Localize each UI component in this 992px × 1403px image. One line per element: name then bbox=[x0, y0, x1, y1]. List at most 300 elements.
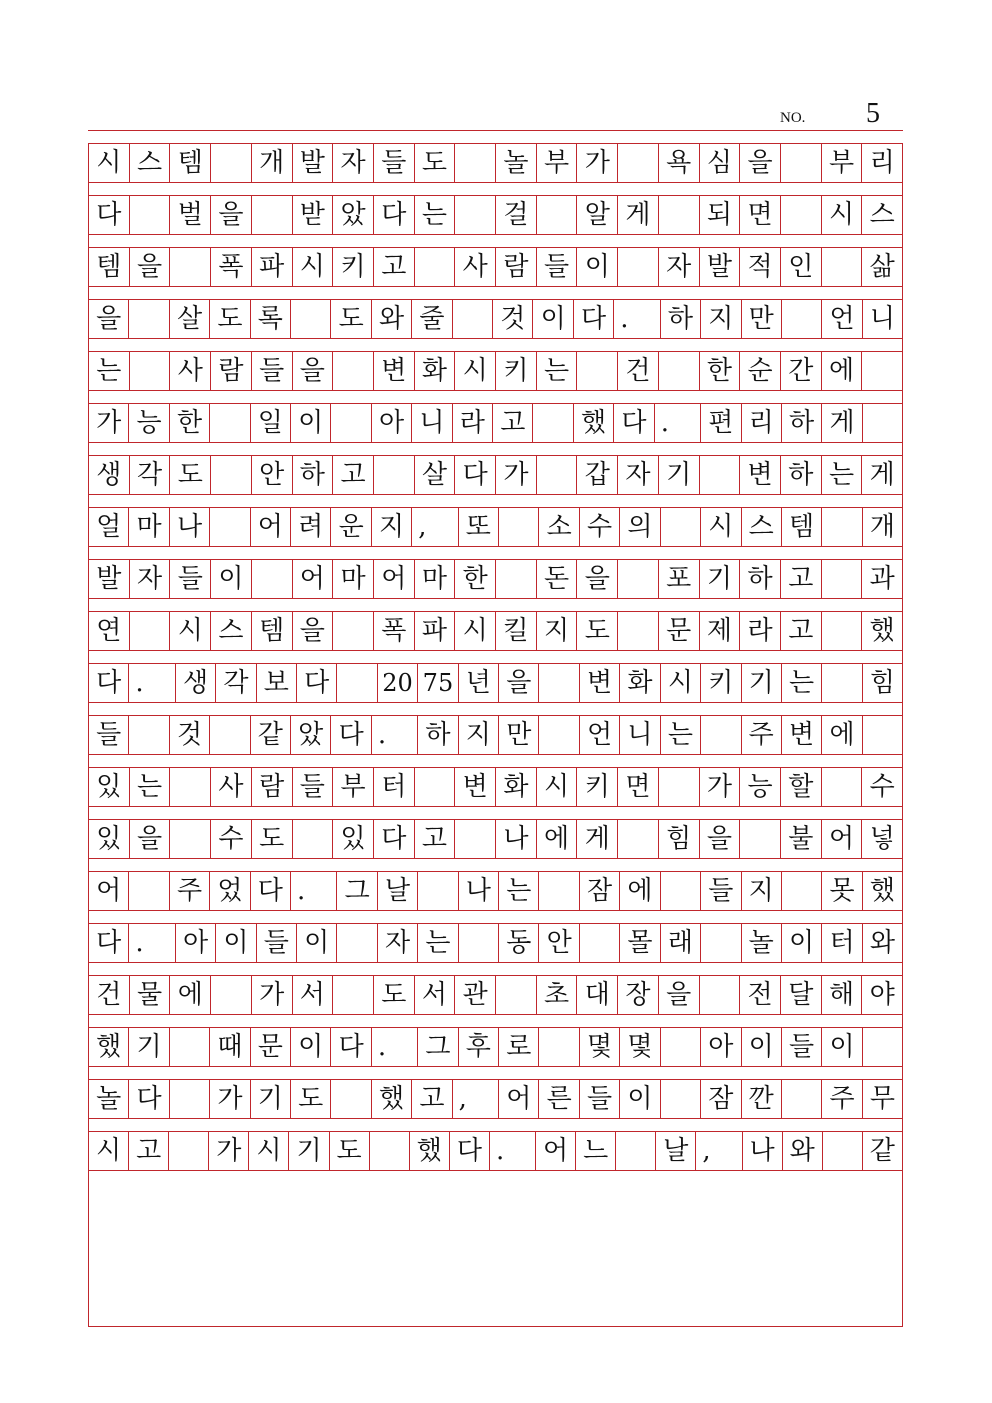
manuscript-row bbox=[88, 767, 903, 807]
manuscript-cell: 주 bbox=[741, 716, 781, 754]
manuscript-cell: 는 bbox=[129, 768, 170, 806]
manuscript-cell: 포 bbox=[658, 560, 699, 598]
manuscript-cell: 변 bbox=[739, 456, 780, 494]
manuscript-cell: 고 bbox=[411, 1080, 451, 1118]
manuscript-cell: 니 bbox=[411, 404, 451, 442]
manuscript-cell: 간 bbox=[780, 352, 821, 390]
manuscript-cell: 키 bbox=[332, 248, 373, 286]
manuscript-cell: 75 bbox=[417, 664, 457, 702]
manuscript-cell: 려 bbox=[290, 508, 330, 546]
manuscript-cell bbox=[168, 1132, 208, 1170]
manuscript-cell: 화 bbox=[619, 664, 659, 702]
manuscript-cell bbox=[414, 248, 455, 286]
manuscript-cell: 만 bbox=[741, 300, 781, 338]
manuscript-cell bbox=[821, 768, 862, 806]
manuscript-cell: 가 bbox=[699, 768, 740, 806]
manuscript-cell: 파 bbox=[414, 612, 455, 650]
manuscript-cell: 년 bbox=[458, 664, 498, 702]
manuscript-cell: 을 bbox=[699, 820, 740, 858]
manuscript-row bbox=[88, 143, 903, 183]
manuscript-cell bbox=[336, 664, 376, 702]
manuscript-cell: 불 bbox=[780, 820, 821, 858]
manuscript-cell: 스 bbox=[129, 144, 170, 182]
manuscript-cell: 가 bbox=[209, 1080, 249, 1118]
manuscript-cell: 부 bbox=[332, 768, 373, 806]
manuscript-cell: 돈 bbox=[536, 560, 577, 598]
manuscript-cell: 놀 bbox=[88, 1080, 128, 1118]
manuscript-cell: 기 bbox=[288, 1132, 328, 1170]
manuscript-cell: 에 bbox=[536, 820, 577, 858]
manuscript-cell: 도 bbox=[576, 612, 617, 650]
manuscript-cell bbox=[290, 300, 330, 338]
manuscript-cell: 이 bbox=[210, 560, 251, 598]
manuscript-cell: 어 bbox=[88, 872, 128, 910]
manuscript-cell: 고 bbox=[414, 820, 455, 858]
manuscript-cell: 면 bbox=[617, 768, 658, 806]
manuscript-cell bbox=[862, 404, 903, 442]
manuscript-cell: 것 bbox=[169, 716, 209, 754]
manuscript-cell: 도 bbox=[329, 1132, 369, 1170]
manuscript-cell: 몰 bbox=[619, 924, 659, 962]
manuscript-cell: 어 bbox=[498, 1080, 538, 1118]
manuscript-cell: 게 bbox=[576, 820, 617, 858]
manuscript-cell: 있 bbox=[88, 768, 129, 806]
manuscript-cell: 들 bbox=[536, 248, 577, 286]
manuscript-cell bbox=[617, 820, 658, 858]
manuscript-cell: 니 bbox=[619, 716, 659, 754]
manuscript-cell: 후 bbox=[458, 1028, 498, 1066]
manuscript-cell: 지 bbox=[536, 612, 577, 650]
manuscript-cell bbox=[129, 352, 170, 390]
manuscript-cell: 고 bbox=[332, 456, 373, 494]
manuscript-cell bbox=[292, 820, 333, 858]
manuscript-cell: 람 bbox=[251, 768, 292, 806]
manuscript-cell bbox=[336, 924, 376, 962]
manuscript-cell: 도 bbox=[330, 300, 370, 338]
manuscript-cell bbox=[332, 352, 373, 390]
manuscript-cell: 몇 bbox=[619, 1028, 659, 1066]
manuscript-cell: 이 bbox=[619, 1080, 659, 1118]
manuscript-cell bbox=[369, 1132, 409, 1170]
manuscript-cell: 화 bbox=[414, 352, 455, 390]
manuscript-cell: 을 bbox=[739, 144, 780, 182]
manuscript-cell: 템 bbox=[169, 144, 210, 182]
manuscript-cell: 지 bbox=[741, 872, 781, 910]
manuscript-cell bbox=[452, 300, 492, 338]
manuscript-cell: 을 bbox=[658, 976, 699, 1014]
manuscript-cell: 면 bbox=[739, 196, 780, 234]
manuscript-cell bbox=[210, 976, 251, 1014]
manuscript-cell bbox=[821, 612, 862, 650]
manuscript-cell: 수 bbox=[861, 768, 903, 806]
manuscript-cell: 을 bbox=[576, 560, 617, 598]
manuscript-cell bbox=[128, 716, 168, 754]
manuscript-cell: 야 bbox=[861, 976, 903, 1014]
manuscript-cell bbox=[699, 456, 740, 494]
manuscript-cell: , bbox=[695, 1132, 741, 1170]
manuscript-cell bbox=[660, 508, 700, 546]
manuscript-cell bbox=[454, 196, 495, 234]
manuscript-cell: 자 bbox=[617, 456, 658, 494]
manuscript-cell: 했 bbox=[862, 872, 903, 910]
manuscript-cell: 무 bbox=[862, 1080, 903, 1118]
manuscript-cell: 시 bbox=[700, 508, 740, 546]
manuscript-cell: 언 bbox=[579, 716, 619, 754]
manuscript-cell: 놀 bbox=[741, 924, 781, 962]
manuscript-row bbox=[88, 1079, 903, 1119]
manuscript-cell: 다 bbox=[330, 1028, 370, 1066]
manuscript-cell: 기 bbox=[699, 560, 740, 598]
manuscript-cell bbox=[781, 872, 821, 910]
manuscript-cell bbox=[538, 716, 578, 754]
manuscript-cell: 이 bbox=[215, 924, 255, 962]
manuscript-cell: 을 bbox=[129, 820, 170, 858]
manuscript-cell: 고 bbox=[373, 248, 414, 286]
manuscript-cell: 도 bbox=[251, 820, 292, 858]
manuscript-cell: 킬 bbox=[495, 612, 536, 650]
manuscript-cell: 변 bbox=[579, 664, 619, 702]
manuscript-cell: . bbox=[489, 1132, 535, 1170]
manuscript-cell: 라 bbox=[452, 404, 492, 442]
manuscript-cell: 템 bbox=[251, 612, 292, 650]
manuscript-row bbox=[88, 1131, 903, 1171]
manuscript-cell: 관 bbox=[454, 976, 495, 1014]
manuscript-cell bbox=[699, 976, 740, 1014]
manuscript-cell bbox=[498, 508, 538, 546]
manuscript-cell: 에 bbox=[619, 872, 659, 910]
manuscript-cell: 나 bbox=[495, 820, 536, 858]
manuscript-cell: 한 bbox=[454, 560, 495, 598]
manuscript-cell: 다 bbox=[613, 404, 653, 442]
manuscript-cell: 편 bbox=[700, 404, 740, 442]
manuscript-cell: 자 bbox=[129, 560, 170, 598]
manuscript-cell bbox=[169, 1028, 209, 1066]
manuscript-cell: 고 bbox=[492, 404, 532, 442]
manuscript-cell: 과 bbox=[861, 560, 903, 598]
manuscript-cell bbox=[615, 1132, 655, 1170]
manuscript-cell: 고 bbox=[780, 612, 821, 650]
manuscript-cell: 아 bbox=[700, 1028, 740, 1066]
manuscript-cell bbox=[660, 1080, 700, 1118]
manuscript-cell: 아 bbox=[175, 924, 215, 962]
manuscript-cell: 달 bbox=[780, 976, 821, 1014]
manuscript-cell: 수 bbox=[579, 508, 619, 546]
manuscript-cell: 장 bbox=[617, 976, 658, 1014]
manuscript-cell: 대 bbox=[576, 976, 617, 1014]
manuscript-cell: 다 bbox=[250, 872, 290, 910]
manuscript-cell: 발 bbox=[292, 144, 333, 182]
manuscript-cell: 했 bbox=[371, 1080, 411, 1118]
manuscript-cell: 키 bbox=[495, 352, 536, 390]
manuscript-cell bbox=[821, 560, 862, 598]
manuscript-cell: 을 bbox=[498, 664, 538, 702]
manuscript-cell: 벌 bbox=[169, 196, 210, 234]
manuscript-cell: 을 bbox=[210, 196, 251, 234]
manuscript-cell: 스 bbox=[861, 196, 903, 234]
manuscript-cell: 다 bbox=[373, 820, 414, 858]
manuscript-cell: 느 bbox=[575, 1132, 615, 1170]
manuscript-cell: 가 bbox=[495, 456, 536, 494]
manuscript-cell: 폭 bbox=[210, 248, 251, 286]
manuscript-cell: 터 bbox=[821, 924, 861, 962]
manuscript-cell: 한 bbox=[699, 352, 740, 390]
manuscript-cell bbox=[660, 872, 700, 910]
manuscript-cell: 발 bbox=[699, 248, 740, 286]
manuscript-cell: 도 bbox=[373, 976, 414, 1014]
manuscript-cell: 었 bbox=[209, 872, 249, 910]
manuscript-cell bbox=[617, 612, 658, 650]
manuscript-cell: 받 bbox=[292, 196, 333, 234]
manuscript-cell: 지 bbox=[700, 300, 740, 338]
manuscript-cell bbox=[658, 196, 699, 234]
manuscript-cell: 는 bbox=[88, 352, 129, 390]
manuscript-cell: 하 bbox=[739, 560, 780, 598]
manuscript-cell: 하 bbox=[292, 456, 333, 494]
manuscript-cell: 니 bbox=[862, 300, 903, 338]
manuscript-cell: 는 bbox=[536, 352, 577, 390]
manuscript-cell: 생 bbox=[175, 664, 215, 702]
manuscript-cell bbox=[332, 612, 373, 650]
manuscript-cell: 제 bbox=[699, 612, 740, 650]
manuscript-cell bbox=[209, 404, 249, 442]
manuscript-cell: 스 bbox=[210, 612, 251, 650]
manuscript-cell: 들 bbox=[700, 872, 740, 910]
manuscript-cell: 자 bbox=[332, 144, 373, 182]
manuscript-cell: 들 bbox=[251, 352, 292, 390]
manuscript-cell: 사 bbox=[454, 248, 495, 286]
manuscript-row bbox=[88, 923, 903, 963]
manuscript-cell: 고 bbox=[128, 1132, 168, 1170]
manuscript-cell bbox=[700, 924, 740, 962]
manuscript-cell: 도 bbox=[169, 456, 210, 494]
manuscript-cell bbox=[417, 872, 457, 910]
manuscript-cell: 서 bbox=[414, 976, 455, 1014]
manuscript-cell: 문 bbox=[250, 1028, 290, 1066]
manuscript-cell: 이 bbox=[290, 404, 330, 442]
manuscript-cell: 넣 bbox=[861, 820, 903, 858]
manuscript-cell: 능 bbox=[739, 768, 780, 806]
manuscript-row bbox=[88, 715, 903, 755]
manuscript-cell: 있 bbox=[332, 820, 373, 858]
manuscript-cell: 못 bbox=[821, 872, 861, 910]
manuscript-cell: 게 bbox=[617, 196, 658, 234]
manuscript-cell: 시 bbox=[292, 248, 333, 286]
manuscript-row bbox=[88, 507, 903, 547]
manuscript-cell: 람 bbox=[210, 352, 251, 390]
manuscript-cell: 람 bbox=[495, 248, 536, 286]
manuscript-cell: 변 bbox=[373, 352, 414, 390]
manuscript-cell: 시 bbox=[454, 612, 495, 650]
manuscript-cell: 마 bbox=[414, 560, 455, 598]
manuscript-cell: 이 bbox=[781, 924, 821, 962]
manuscript-cell: 힘 bbox=[658, 820, 699, 858]
manuscript-cell: 부 bbox=[821, 144, 862, 182]
manuscript-cell: 와 bbox=[862, 924, 903, 962]
page-number: 5 bbox=[866, 98, 880, 129]
manuscript-cell: 사 bbox=[169, 352, 210, 390]
manuscript-cell: 삶 bbox=[861, 248, 903, 286]
manuscript-cell: 래 bbox=[660, 924, 700, 962]
manuscript-cell bbox=[617, 144, 658, 182]
manuscript-cell: 같 bbox=[862, 1132, 903, 1170]
manuscript-cell: 도 bbox=[414, 144, 455, 182]
manuscript-cell: 키 bbox=[576, 768, 617, 806]
manuscript-cell: 건 bbox=[88, 976, 129, 1014]
manuscript-cell bbox=[129, 612, 170, 650]
manuscript-cell: 했 bbox=[861, 612, 903, 650]
manuscript-cell: 언 bbox=[821, 300, 861, 338]
manuscript-cell: 시 bbox=[88, 144, 129, 182]
manuscript-cell: 사 bbox=[210, 768, 251, 806]
manuscript-cell bbox=[251, 560, 292, 598]
manuscript-cell bbox=[454, 144, 495, 182]
manuscript-cell: 았 bbox=[332, 196, 373, 234]
manuscript-cell: 일 bbox=[250, 404, 290, 442]
manuscript-cell: 했 bbox=[409, 1132, 449, 1170]
manuscript-cell: 의 bbox=[619, 508, 659, 546]
manuscript-cell: 게 bbox=[821, 404, 861, 442]
manuscript-cell: 는 bbox=[414, 196, 455, 234]
manuscript-cell: 하 bbox=[781, 404, 821, 442]
manuscript-cell: 힘 bbox=[862, 664, 903, 702]
manuscript-cell: 능 bbox=[128, 404, 168, 442]
manuscript-cell: 가 bbox=[88, 404, 128, 442]
manuscript-cell bbox=[780, 144, 821, 182]
manuscript-cell: 이 bbox=[821, 1028, 861, 1066]
manuscript-cell: 각 bbox=[215, 664, 255, 702]
manuscript-cell: 할 bbox=[780, 768, 821, 806]
manuscript-cell bbox=[700, 716, 740, 754]
manuscript-cell: 서 bbox=[292, 976, 333, 1014]
manuscript-cell bbox=[658, 768, 699, 806]
manuscript-cell bbox=[210, 456, 251, 494]
manuscript-cell: 들 bbox=[169, 560, 210, 598]
manuscript-cell: 시 bbox=[536, 768, 577, 806]
manuscript-cell: 다 bbox=[296, 664, 336, 702]
manuscript-cell: , bbox=[452, 1080, 498, 1118]
manuscript-cell: 파 bbox=[251, 248, 292, 286]
manuscript-cell: 있 bbox=[88, 820, 129, 858]
manuscript-cell: 초 bbox=[536, 976, 577, 1014]
manuscript-cell bbox=[538, 664, 578, 702]
manuscript-cell bbox=[739, 820, 780, 858]
manuscript-cell: 변 bbox=[781, 716, 821, 754]
manuscript-cell: . bbox=[128, 924, 174, 962]
manuscript-cell: 알 bbox=[576, 196, 617, 234]
manuscript-cell: 전 bbox=[739, 976, 780, 1014]
manuscript-cell: 로 bbox=[498, 1028, 538, 1066]
manuscript-row bbox=[88, 1027, 903, 1067]
manuscript-cell: 날 bbox=[377, 872, 417, 910]
manuscript-cell: 각 bbox=[129, 456, 170, 494]
manuscript-cell bbox=[332, 976, 373, 1014]
manuscript-cell: 는 bbox=[821, 456, 862, 494]
manuscript-cell bbox=[532, 404, 572, 442]
manuscript-cell: 인 bbox=[780, 248, 821, 286]
manuscript-cell: 어 bbox=[821, 820, 862, 858]
manuscript-cell: 지 bbox=[458, 716, 498, 754]
manuscript-cell: 을 bbox=[88, 300, 128, 338]
manuscript-cell: 을 bbox=[292, 612, 333, 650]
manuscript-cell: 어 bbox=[535, 1132, 575, 1170]
manuscript-cell bbox=[780, 196, 821, 234]
manuscript-cell bbox=[495, 560, 536, 598]
manuscript-cell: 록 bbox=[250, 300, 290, 338]
manuscript-cell: 발 bbox=[88, 560, 129, 598]
manuscript-cell bbox=[658, 352, 699, 390]
manuscript-cell: 운 bbox=[330, 508, 370, 546]
manuscript-cell: 이 bbox=[290, 1028, 330, 1066]
manuscript-cell: 자 bbox=[658, 248, 699, 286]
manuscript-cell: 욕 bbox=[658, 144, 699, 182]
manuscript-cell bbox=[169, 1080, 209, 1118]
manuscript-row bbox=[88, 351, 903, 391]
manuscript-cell: 시 bbox=[454, 352, 495, 390]
manuscript-cell: 어 bbox=[292, 560, 333, 598]
manuscript-cell: 안 bbox=[538, 924, 578, 962]
manuscript-cell: 개 bbox=[862, 508, 903, 546]
manuscript-row bbox=[88, 455, 903, 495]
manuscript-cell bbox=[330, 404, 370, 442]
manuscript-cell: 게 bbox=[861, 456, 903, 494]
manuscript-cell: 다 bbox=[88, 196, 129, 234]
manuscript-cell bbox=[822, 1132, 862, 1170]
manuscript-cell: 소 bbox=[538, 508, 578, 546]
manuscript-cell bbox=[536, 456, 577, 494]
manuscript-cell bbox=[495, 976, 536, 1014]
manuscript-row bbox=[88, 819, 903, 859]
manuscript-cell: 또 bbox=[458, 508, 498, 546]
manuscript-cell: 하 bbox=[660, 300, 700, 338]
manuscript-cell: 순 bbox=[739, 352, 780, 390]
manuscript-cell bbox=[458, 924, 498, 962]
manuscript-cell: 는 bbox=[417, 924, 457, 962]
manuscript-cell: 다 bbox=[454, 456, 495, 494]
manuscript-cell bbox=[821, 664, 861, 702]
manuscript-cell: 안 bbox=[251, 456, 292, 494]
manuscript-row bbox=[88, 403, 903, 443]
manuscript-cell: 템 bbox=[88, 248, 129, 286]
manuscript-cell: 는 bbox=[498, 872, 538, 910]
manuscript-cell: 가 bbox=[251, 976, 292, 1014]
manuscript-cell: 되 bbox=[699, 196, 740, 234]
manuscript-cell: 한 bbox=[169, 404, 209, 442]
manuscript-cell: 다 bbox=[88, 924, 128, 962]
manuscript-cell bbox=[536, 196, 577, 234]
manuscript-cell: 물 bbox=[129, 976, 170, 1014]
manuscript-cell: 다 bbox=[330, 716, 370, 754]
manuscript-cell bbox=[861, 352, 903, 390]
manuscript-cell: 갑 bbox=[576, 456, 617, 494]
manuscript-cell: 연 bbox=[88, 612, 129, 650]
manuscript-cell bbox=[169, 768, 210, 806]
manuscript-cell: 시 bbox=[88, 1132, 128, 1170]
manuscript-cell: 20 bbox=[377, 664, 417, 702]
manuscript-cell: 개 bbox=[251, 144, 292, 182]
manuscript-cell: 주 bbox=[169, 872, 209, 910]
manuscript-cell: 스 bbox=[741, 508, 781, 546]
manuscript-cell: 잠 bbox=[700, 1080, 740, 1118]
manuscript-cell: 놀 bbox=[495, 144, 536, 182]
manuscript-cell: . bbox=[371, 716, 417, 754]
manuscript-cell: 시 bbox=[248, 1132, 288, 1170]
manuscript-cell: 그 bbox=[336, 872, 376, 910]
manuscript-cell: 그 bbox=[417, 1028, 457, 1066]
manuscript-cell: 자 bbox=[377, 924, 417, 962]
manuscript-cell: 얼 bbox=[88, 508, 128, 546]
manuscript-cell: 부 bbox=[536, 144, 577, 182]
manuscript-cell: 템 bbox=[781, 508, 821, 546]
